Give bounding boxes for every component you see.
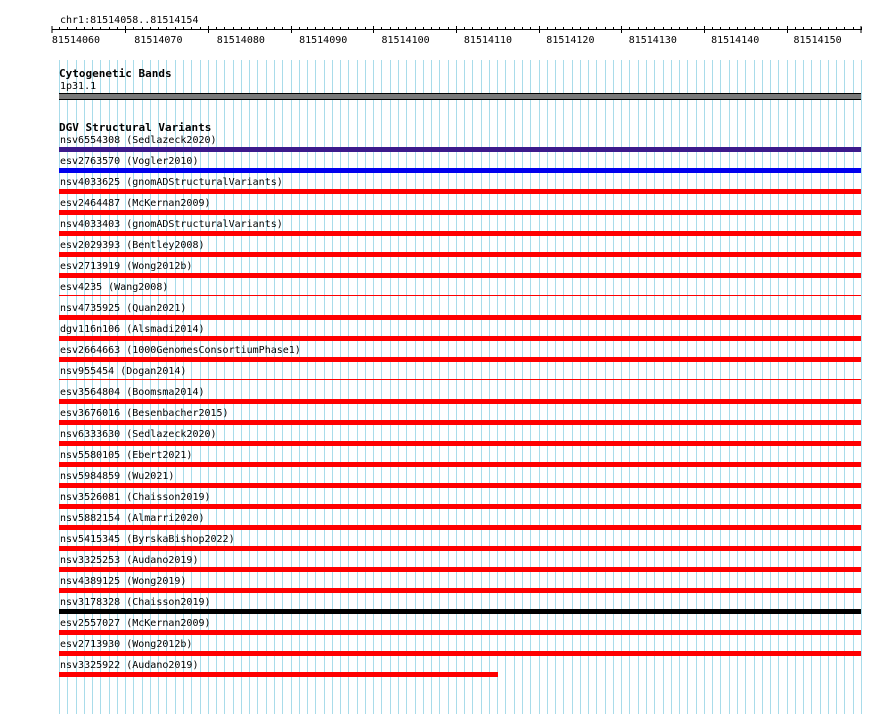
sv-label[interactable]: esv2029393 (Bentley2008) xyxy=(60,240,205,251)
sv-label[interactable]: esv2763570 (Vogler2010) xyxy=(60,156,199,167)
sv-label[interactable]: nsv3178328 (Chaisson2019) xyxy=(60,597,211,608)
sv-label[interactable]: esv2713930 (Wong2012b) xyxy=(60,639,193,650)
dgv-track-title[interactable]: DGV Structural Variants xyxy=(59,121,212,134)
sv-bar[interactable] xyxy=(59,651,861,656)
sv-label[interactable]: nsv4033625 (gnomADStructuralVariants) xyxy=(60,177,283,188)
sv-label[interactable]: nsv3325253 (Audano2019) xyxy=(60,555,199,566)
sv-bar[interactable] xyxy=(59,441,861,446)
sv-label[interactable]: nsv5984859 (Wu2021) xyxy=(60,471,175,482)
sv-bar[interactable] xyxy=(59,525,861,530)
sv-bar[interactable] xyxy=(59,336,861,341)
sv-bar[interactable] xyxy=(59,672,498,677)
sv-bar[interactable] xyxy=(59,399,861,404)
sv-bar[interactable] xyxy=(59,504,861,509)
cytoband-track-title[interactable]: Cytogenetic Bands xyxy=(59,67,172,80)
ruler-tick-label: 81514060 xyxy=(51,35,101,46)
sv-label[interactable]: nsv6554308 (Sedlazeck2020) xyxy=(60,135,217,146)
sv-bar[interactable] xyxy=(59,189,861,194)
sv-bar[interactable] xyxy=(59,483,861,488)
sv-label[interactable]: esv3564804 (Boomsma2014) xyxy=(60,387,205,398)
sv-label[interactable]: esv3676016 (Besenbacher2015) xyxy=(60,408,229,419)
sv-label[interactable]: nsv955454 (Dogan2014) xyxy=(60,366,187,377)
sv-label[interactable]: nsv4389125 (Wong2019) xyxy=(60,576,187,587)
sv-bar[interactable] xyxy=(59,273,861,278)
sv-bar[interactable] xyxy=(59,315,861,320)
sv-bar[interactable] xyxy=(59,231,861,236)
cytoband-band[interactable] xyxy=(59,93,861,100)
sv-label[interactable]: esv4235 (Wang2008) xyxy=(60,282,169,293)
sv-bar[interactable] xyxy=(59,168,861,173)
ruler-tick-label: 81514140 xyxy=(711,35,760,46)
sv-label[interactable]: esv2557027 (McKernan2009) xyxy=(60,618,211,629)
ruler-tick-label: 81514080 xyxy=(216,35,265,46)
ruler-tick-label: 81514090 xyxy=(299,35,348,46)
sv-bar[interactable] xyxy=(59,588,861,593)
sv-bar[interactable] xyxy=(59,147,861,152)
sv-bar[interactable] xyxy=(59,210,861,215)
ruler-tick-label: 81514150 xyxy=(793,35,842,46)
sv-label[interactable]: esv2713919 (Wong2012b) xyxy=(60,261,193,272)
position-label: chr1:81514058..81514154 xyxy=(60,15,199,26)
sv-bar[interactable] xyxy=(59,295,861,296)
sv-bar[interactable] xyxy=(59,379,861,380)
sv-bar[interactable] xyxy=(59,630,861,635)
sv-bar[interactable] xyxy=(59,546,861,551)
ruler-tick-label: 81514120 xyxy=(546,35,595,46)
sv-bar[interactable] xyxy=(59,357,861,362)
sv-label[interactable]: esv2464487 (McKernan2009) xyxy=(60,198,211,209)
sv-bar[interactable] xyxy=(59,567,861,572)
ruler-tick-label: 81514110 xyxy=(463,35,513,46)
sv-bar[interactable] xyxy=(59,462,861,467)
sv-label[interactable]: nsv4735925 (Quan2021) xyxy=(60,303,187,314)
sv-label[interactable]: dgv116n106 (Alsmadi2014) xyxy=(60,324,205,335)
sv-label[interactable]: nsv3325922 (Audano2019) xyxy=(60,660,199,671)
sv-bar[interactable] xyxy=(59,252,861,257)
sv-bar[interactable] xyxy=(59,609,861,614)
ruler-tick-label: 81514070 xyxy=(134,35,183,46)
sv-label[interactable]: nsv6333630 (Sedlazeck2020) xyxy=(60,429,217,440)
sv-label[interactable]: nsv5882154 (Almarri2020) xyxy=(60,513,205,524)
cytoband-label: 1p31.1 xyxy=(60,81,97,92)
ruler-tick-label: 81514130 xyxy=(628,35,677,46)
ruler-tick-label: 81514100 xyxy=(381,35,430,46)
sv-label[interactable]: nsv3526081 (Chaisson2019) xyxy=(60,492,211,503)
sv-label[interactable]: nsv5415345 (ByrskaBishop2022) xyxy=(60,534,235,545)
sv-label[interactable]: nsv5580105 (Ebert2021) xyxy=(60,450,193,461)
sv-label[interactable]: nsv4033403 (gnomADStructuralVariants) xyxy=(60,219,283,230)
sv-label[interactable]: esv2664663 (1000GenomesConsortiumPhase1) xyxy=(60,345,301,356)
sv-bar[interactable] xyxy=(59,420,861,425)
